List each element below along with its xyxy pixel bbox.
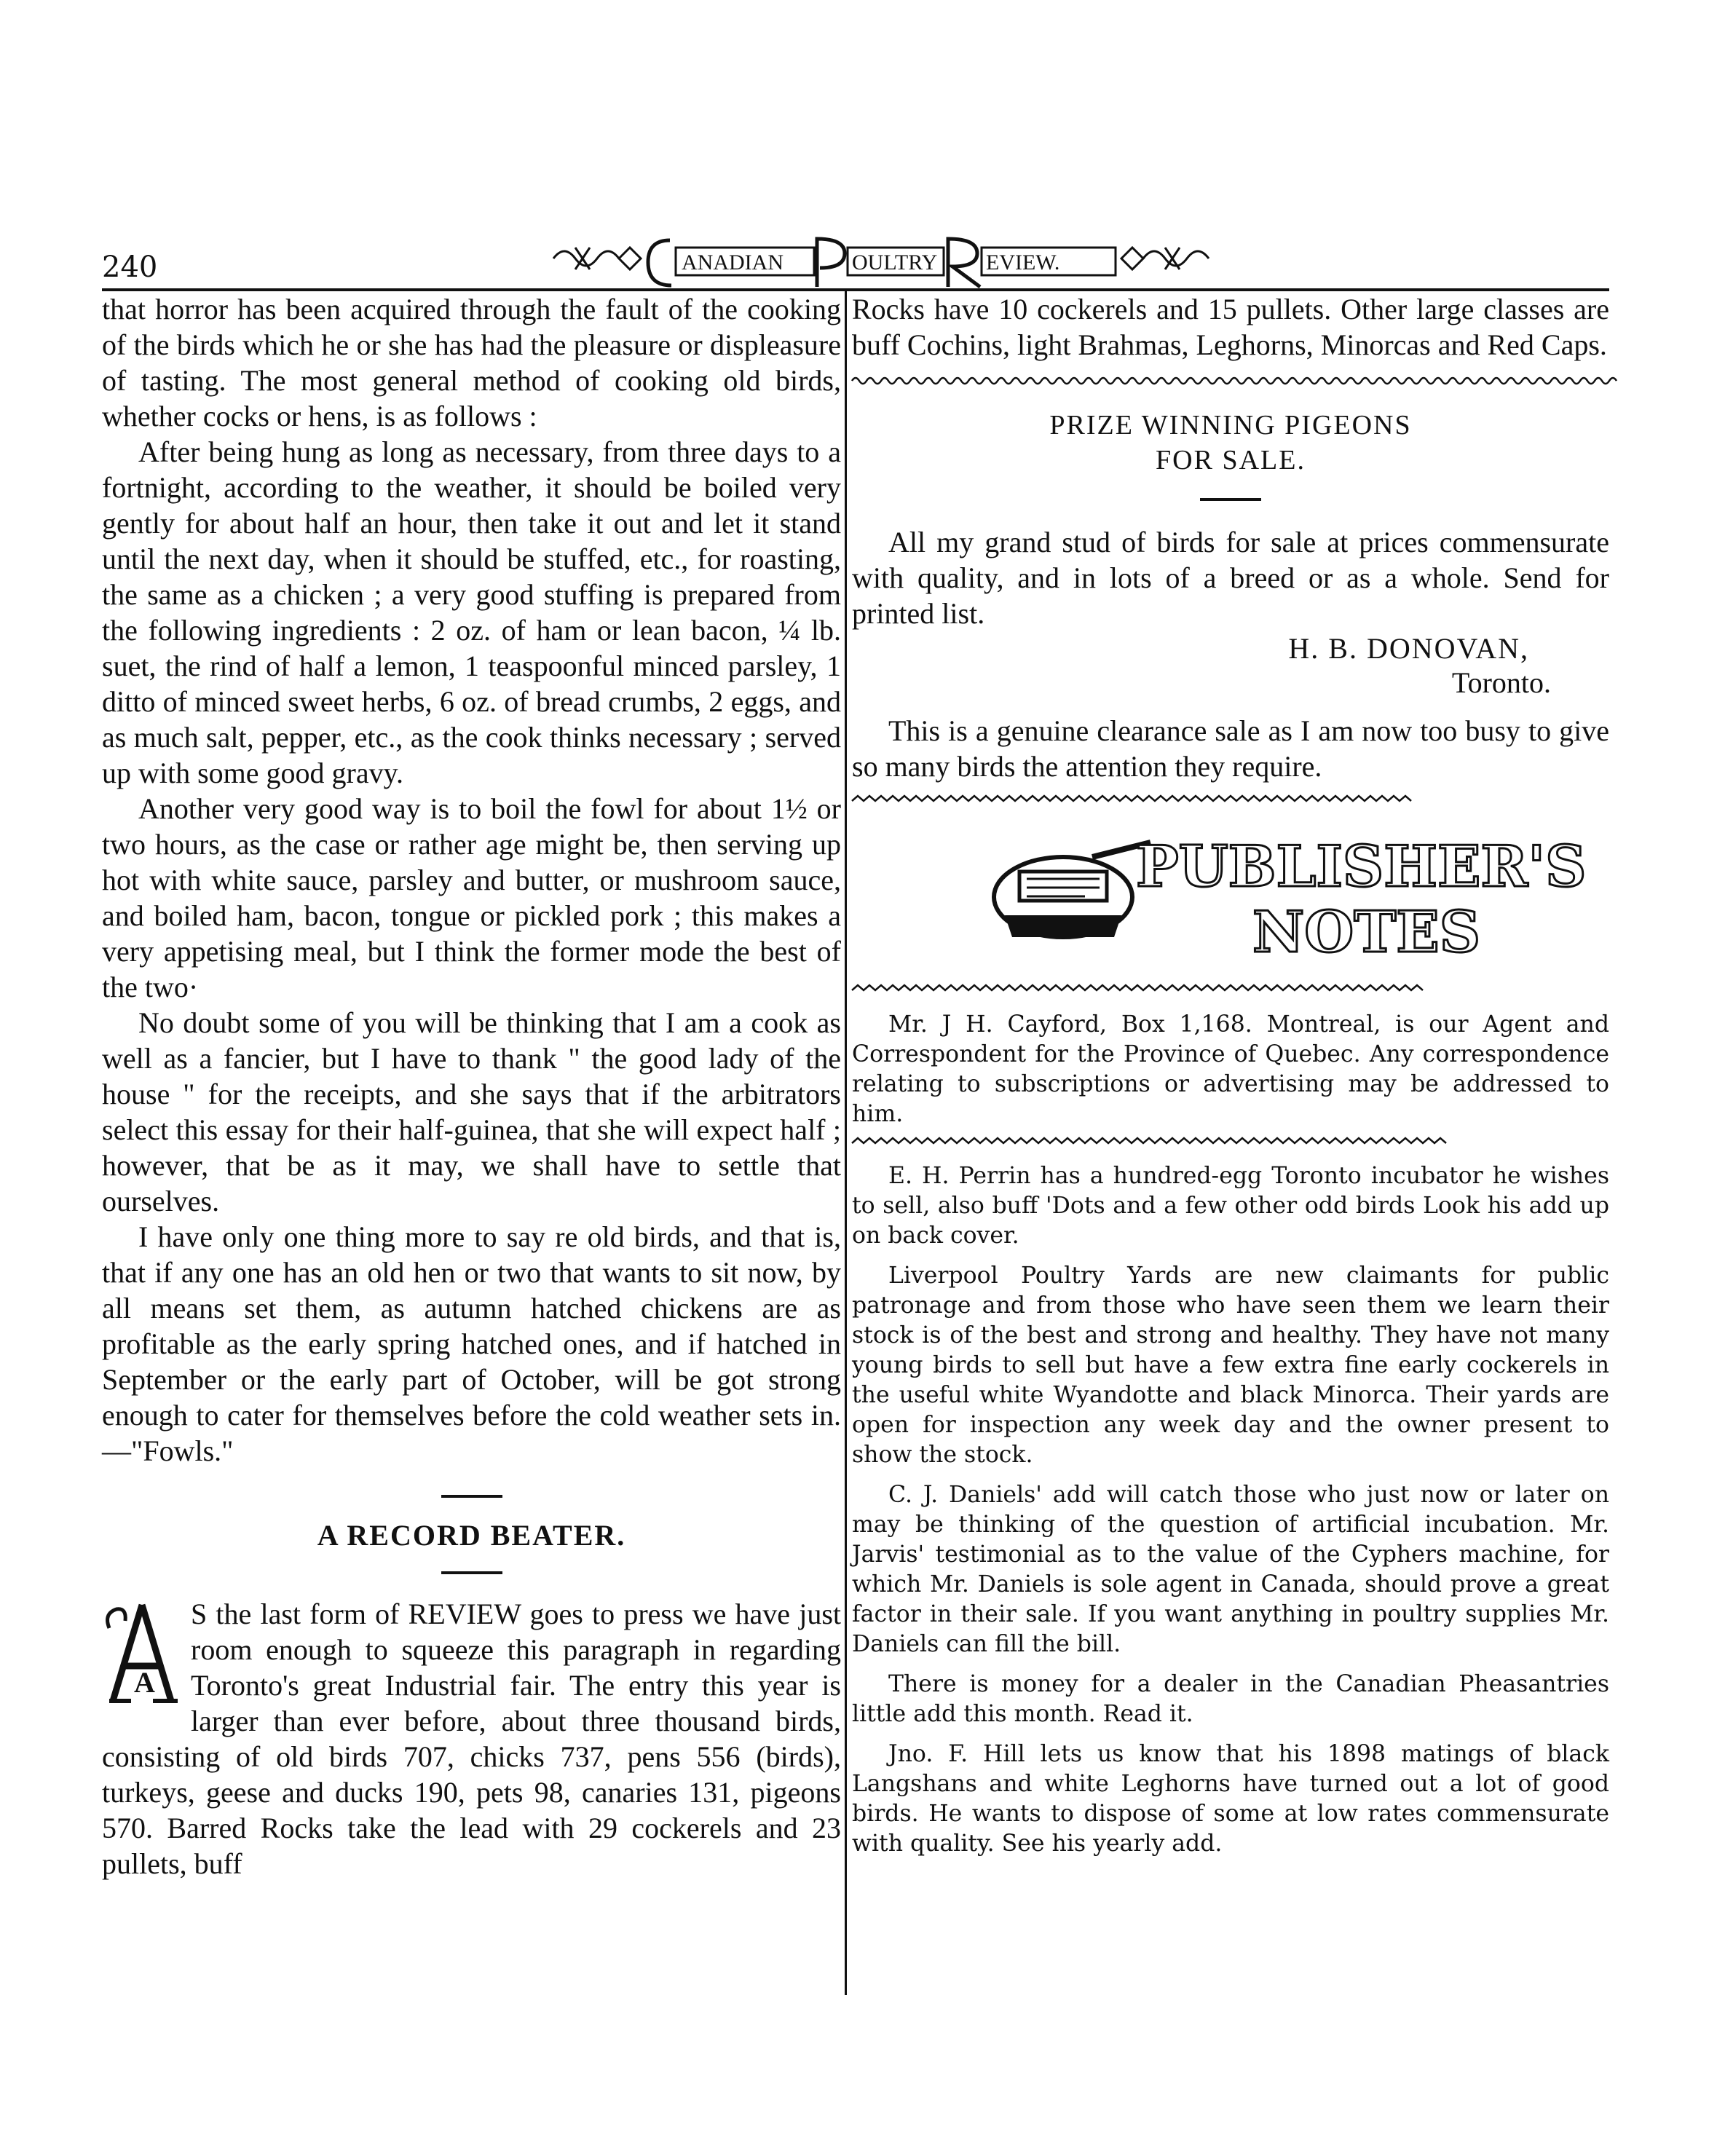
advertiser-city: Toronto. bbox=[1451, 666, 1551, 699]
publishers-notes-list bbox=[852, 1161, 1609, 1859]
pigeons-ad-title-line1: PRIZE WINNING PIGEONS bbox=[1049, 410, 1412, 441]
left-column bbox=[102, 291, 841, 2017]
pigeons-ad-note bbox=[852, 713, 1609, 784]
advertiser-name: H. B. DONOVAN, bbox=[1288, 632, 1529, 665]
pigeons-ad-title-line2: FOR SALE. bbox=[1156, 445, 1306, 475]
wavy-divider bbox=[852, 1135, 1609, 1151]
paragraph: No doubt some of you will be thinking that I am a cook as well as a fancier, but I have to thank " the good lady of the house " for the receipts, and she says that if the arbitrators select this essay for their half-guinea, that she will expect half ; however, that be as it may, we shall have to settle that ourselves. bbox=[102, 1006, 841, 1217]
page-header bbox=[102, 226, 1609, 295]
paragraph: E. H. Perrin has a hundred-egg Toronto incubator he wishes to sell, also buff 'Dots and a few other odd birds Look his add up on back cover. bbox=[852, 1163, 1609, 1249]
masthead-logo bbox=[546, 226, 1216, 291]
record-beater-article bbox=[102, 1596, 841, 1881]
paragraph: that horror has been acquired through the fault of the cooking of the birds which he or she has had the pleasure or displeasure of tasting. The most general method of cooking old birds, whether cocks or hens, is as follows : bbox=[102, 293, 841, 433]
svg-text:EVIEW.: EVIEW. bbox=[986, 250, 1060, 275]
paragraph: Another very good way is to boil the fowl for about 1½ or two hours, as the case or rather age might be, then serving up hot with white sauce, parsley and butter, or mushroom sauce, and boiled ham, bacon, tongue or pickled pork ; this makes a very appetising meal, but I think the former mode the best of the two· bbox=[102, 792, 841, 1003]
paragraph: Mr. J H. Cayford, Box 1,168. Montreal, is our Agent and Correspondent for the Province of Quebec. Any correspondence relating to subscriptions or advertising may be addressed to him. bbox=[852, 1011, 1609, 1127]
continuation-text bbox=[852, 291, 1609, 363]
pigeons-ad-body bbox=[852, 524, 1609, 631]
svg-text:A: A bbox=[134, 1666, 155, 1699]
svg-text:ANADIAN: ANADIAN bbox=[682, 250, 784, 275]
paragraph: Jno. F. Hill lets us know that his 1898 matings of black Langshans and white Leghorns have turned out a lot of good birds. He wants to dispose of some at low rates commensurate with quality. See his yearly add. bbox=[852, 1741, 1609, 1857]
wavy-divider bbox=[852, 982, 1609, 998]
svg-text:PUBLISHER'S: PUBLISHER'S bbox=[1136, 834, 1587, 900]
paragraph: I have only one thing more to say re old birds, and that is, that if any one has an old hen or two that wants to sit now, by all means set them, as autumn hatched chickens are as profitable as the early spring hatched ones, and if hatched in September or the early part of October, will be got strong enough to cater for themselves before the cold weather sets in.—"Fowls." bbox=[102, 1220, 841, 1467]
paragraph: There is money for a dealer in the Canadian Pheasantries little add this month. Read it. bbox=[852, 1671, 1609, 1727]
paragraph: Liverpool Poultry Yards are new claimants for public patronage and from those who have seen them we learn their stock is of the best and strong and healthy. They have not many young birds to sell but have a few extra fine early cockerels in the useful white Wyandotte and black Minorca. Their yards are open for inspection any week day and the owner present to show the stock. bbox=[852, 1263, 1609, 1468]
right-column bbox=[852, 291, 1609, 2017]
publishers-notes-item bbox=[852, 1010, 1609, 1129]
record-beater-title: A RECORD BEATER. bbox=[317, 1519, 626, 1552]
page-number: 240 bbox=[102, 250, 158, 284]
paragraph: After being hung as long as necessary, from three days to a fortnight, according to the weather, it should be boiled very gently for about half an hour, then take it out and let it stand until the next day, when it should be stuffed, etc., for roasting, the same as a chicken ; a very good stuffing is prepared from the following ingredients : 2 oz. of ham or lean bacon, ¼ lb. suet, the rind of half a lemon, 1 teaspoonful minced parsley, 1 ditto of minced sweet herbs, 6 oz. of bread crumbs, 2 eggs, and as much salt, pepper, etc., as the cook thinks necessary ; served up with some good gravy. bbox=[102, 435, 841, 789]
wavy-divider bbox=[852, 373, 1609, 389]
paragraph: Rocks have 10 cockerels and 15 pullets. Other large classes are buff Cochins, light Brahmas, Leghorns, Minorcas and Red Caps. bbox=[852, 293, 1609, 361]
paragraph: C. J. Daniels' add will catch those who just now or later on may be thinking of the question of artificial incubation. Mr. Jarvis' testimonial as to the value of the Cyphers machine, for which Mr. Daniels is sole agent in Canada, should prove a great factor in their sale. If you want anything in poultry supplies Mr. Daniels can fill the bill. bbox=[852, 1482, 1609, 1657]
svg-text:OULTRY: OULTRY bbox=[852, 250, 938, 275]
dropcap-ornament bbox=[102, 1599, 182, 1708]
paragraph: S the last form of REVIEW goes to press we have just room enough to squeeze this paragraph in regarding Toronto's great Industrial fair. The entry this year is larger than ever before, about three thousand birds, consisting of old birds 707, chicks 737, pens 556 (birds), turkeys, geese and ducks 190, pets 98, canaries 131, pigeons 570. Barred Rocks take the lead with 29 cockerels and 23 pullets, buff bbox=[102, 1598, 841, 1880]
wavy-divider bbox=[852, 793, 1609, 809]
publishers-notes-banner bbox=[983, 828, 1587, 966]
column-divider bbox=[845, 291, 847, 1995]
paragraph: All my grand stud of birds for sale at prices commensurate with quality, and in lots of a breed or as a whole. Send for printed list. bbox=[852, 526, 1609, 630]
svg-text:NOTES: NOTES bbox=[1252, 899, 1481, 966]
cooking-article bbox=[102, 291, 841, 1469]
paragraph: This is a genuine clearance sale as I am now too busy to give so many birds the attention they require. bbox=[852, 714, 1609, 783]
